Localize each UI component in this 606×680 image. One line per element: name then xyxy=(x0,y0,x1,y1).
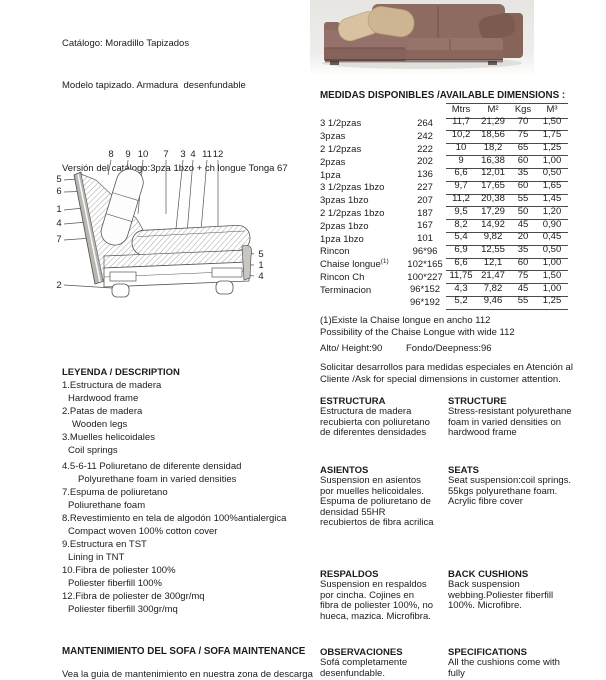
dimensions-title: MEDIDAS DISPONIBLES /AVAILABLE DIMENSIONS : xyxy=(320,90,566,101)
sofa-section-drawing xyxy=(48,142,272,308)
section-title-es: RESPALDOS xyxy=(320,569,379,580)
col-m2: M² xyxy=(476,103,510,119)
sofa-photo xyxy=(310,0,534,74)
legend-item: 3.Muelles helicoidales Coil springs xyxy=(62,432,155,456)
table-row: 96*192 5,2 9,46 55 1,25 xyxy=(320,296,576,309)
callout-7: 7 xyxy=(163,149,169,160)
section-title-en: SEATS xyxy=(448,465,479,476)
callout-4: 4 xyxy=(190,149,196,160)
table-row: 3 1/2pzas 1bzo 227 9,7 17,65 60 1,65 xyxy=(320,181,576,194)
model-line: Modelo tapizado. Armadura desenfundable xyxy=(62,80,246,91)
dimensions-table xyxy=(320,90,576,309)
callout-12: 12 xyxy=(212,149,224,160)
col-kgs: Kgs xyxy=(510,103,536,119)
leg-left xyxy=(112,284,129,297)
height-value: Alto/ Height:90 xyxy=(320,343,383,354)
callout-11: 11 xyxy=(202,149,212,160)
corner-piece xyxy=(242,245,252,280)
legend-item: 10.Fibra de poliester 100% Poliester fiberfill 100% xyxy=(62,565,176,589)
base-slat-right xyxy=(212,268,242,277)
table-header-row xyxy=(320,104,576,117)
leg-right xyxy=(216,281,233,294)
legend-item: 12.Fibra de poliester de 300gr/mq Poliester fiberfill 300gr/mq xyxy=(62,591,205,615)
section-body-en: Seat suspension:coil springs. 55kgs polyurethane foam. Acrylic fibre cover xyxy=(448,475,572,508)
section-title-en: BACK CUSHIONS xyxy=(448,569,529,580)
callout-5-left: 5 xyxy=(56,174,62,185)
depth-value: Fondo/Deepness:96 xyxy=(406,343,492,354)
table-row: 3pzas 242 10,2 18,56 75 1,75 xyxy=(320,130,576,143)
callout-5-right: 5 xyxy=(258,249,264,260)
footnote-es: (1)Existe la Chaise longue en ancho 112 xyxy=(320,315,491,326)
sofa-section-diagram xyxy=(48,142,272,308)
maintenance-body: Vea la guia de mantenimiento en nuestra zona de descarga xyxy=(62,669,313,680)
chaise-footnote xyxy=(320,315,590,339)
catalog-title: Catálogo: Moradillo Tapizados xyxy=(62,38,190,49)
legend xyxy=(62,366,317,616)
table-row: Terminacion 96*152 4,3 7,82 45 1,00 xyxy=(320,283,576,296)
table-row: 1pza 136 6,6 12,01 35 0,50 xyxy=(320,168,576,181)
legend-item: 4.5-6-11 Poliuretano de diferente densidad Polyurethane foam in varied densities xyxy=(62,461,242,485)
section-body-es: Suspension en respaldos por cincha. Cojines en fibra de poliester 100%, no hueca, mazica. Microfibra. xyxy=(320,579,434,622)
table-row: 1pza 1bzo 101 5,4 9,82 20 0,45 xyxy=(320,232,576,245)
base-slat-left xyxy=(110,272,136,281)
legend-item: 8.Revestimiento en tela de algodón 100%antialergica Compact woven 100% cotton cover xyxy=(62,513,287,537)
table-row: 2 1/2pzas 1bzo 187 9,5 17,29 50 1,20 xyxy=(320,206,576,219)
legend-item: 7.Espuma de poliuretano Poliurethane foam xyxy=(62,487,168,511)
section-title-es: ESTRUCTURA xyxy=(320,396,386,407)
section-body-en: All the cushions come with fully xyxy=(448,657,560,679)
special-dimensions-note: Solicitar desarrollos para medidas especiales en Atención al Cliente /Ask for special dimensions in customer attention. xyxy=(320,362,573,385)
callout-4-left: 4 xyxy=(56,218,62,229)
section-body-es: Sofá completamente desenfundable. xyxy=(320,657,408,679)
section-title-en: STRUCTURE xyxy=(448,396,507,407)
section-body-en: Stress-resistant polyurethane foam in varied densities on hardwood frame xyxy=(448,406,572,439)
legend-item: 1.Estructura de madera Hardwood frame xyxy=(62,380,162,404)
maintenance-title: MANTENIMIENTO DEL SOFA / SOFA MAINTENANCE xyxy=(62,646,306,657)
legend-item: 9.Estructura en TST Lining in TNT xyxy=(62,539,147,563)
callout-2-left: 2 xyxy=(56,280,62,291)
table-row: 2pzas 1bzo 167 8,2 14,92 45 0,90 xyxy=(320,219,576,232)
section-title-en: SPECIFICATIONS xyxy=(448,647,527,658)
table-row: 2pzas 202 9 16,38 60 1,00 xyxy=(320,155,576,168)
col-mtrs: Mtrs xyxy=(446,103,476,119)
callout-9: 9 xyxy=(125,149,131,160)
version-line: Versión del catálogo:3pza 1bzo + ch longue Tonga 67 xyxy=(62,163,288,174)
callout-6-left: 6 xyxy=(56,186,62,197)
callout-10: 10 xyxy=(137,149,149,160)
footnote-en: Possibility of the Chaise Longue with wide 112 xyxy=(320,327,515,338)
table-row: 2 1/2pzas 222 10 18,2 65 1,25 xyxy=(320,142,576,155)
section-title-es: OBSERVACIONES xyxy=(320,647,403,658)
callout-3: 3 xyxy=(180,149,186,160)
table-row: 3 1/2pzas 264 11,7 21,29 70 1,50 xyxy=(320,117,576,130)
callout-7-left: 7 xyxy=(56,234,62,245)
table-row: Rincon 96*96 6,9 12,55 35 0,50 xyxy=(320,245,576,258)
section-body-es: Estructura de madera recubierta con poliuretano de diferentes densidades xyxy=(320,406,430,439)
sofa-photo-illustration xyxy=(310,0,534,74)
callout-1-left: 1 xyxy=(56,204,62,215)
table-row: Rincon Ch 100*227 11,75 21,47 75 1,50 xyxy=(320,270,576,283)
legend-title: LEYENDA / DESCRIPTION xyxy=(62,367,180,378)
callout-4-right: 4 xyxy=(258,271,264,282)
table-row: 3pzas 1bzo 207 11,2 20,38 55 1,45 xyxy=(320,194,576,207)
legend-item: 2.Patas de madera Wooden legs xyxy=(62,406,143,430)
table-row: Chaise longue$^{(1)}$ 102*165 6,6 12,1 60 1,00 xyxy=(320,258,576,271)
section-title-es: ASIENTOS xyxy=(320,465,369,476)
callout-8: 8 xyxy=(108,149,114,160)
callout-1-right: 1 xyxy=(258,260,264,271)
col-m3: M³ xyxy=(536,103,568,119)
section-body-es: Suspension en asientos por muelles helicoidales. Espuma de poliuretano de densidad 55HR recubiertos de fibra acrilica xyxy=(320,475,434,529)
section-body-en: Back suspension webbing.Poliester fiberfill 100%. Microfibre. xyxy=(448,579,554,612)
